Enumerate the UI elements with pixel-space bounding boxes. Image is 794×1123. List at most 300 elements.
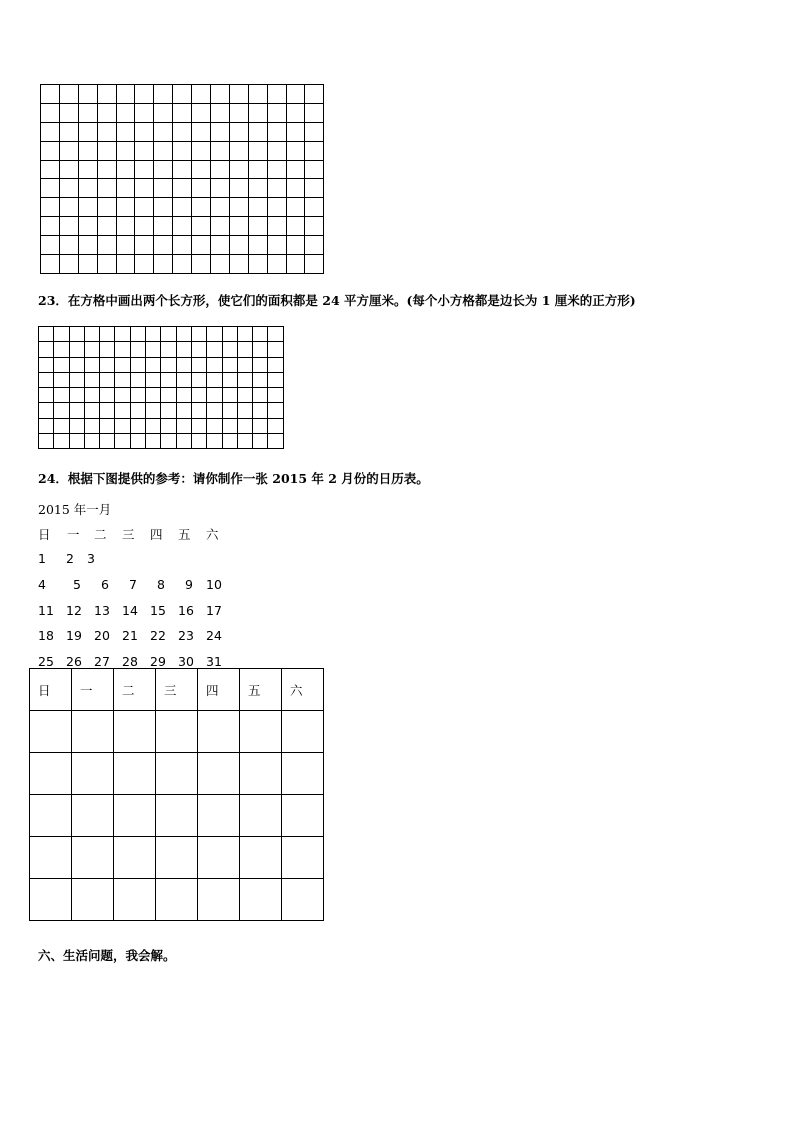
- grid-row: [41, 198, 324, 217]
- grid-cell: [192, 141, 211, 160]
- calendar-blank-cell: [282, 879, 324, 921]
- grid-cell: [115, 418, 130, 433]
- calendar-blank-cell: [282, 837, 324, 879]
- weekday-label: 三: [122, 527, 135, 542]
- grid-cell: [84, 418, 99, 433]
- calendar-header-cell: 六: [282, 669, 324, 711]
- grid-cell: [154, 236, 173, 255]
- grid-row: [41, 236, 324, 255]
- day-number: 9: [185, 577, 193, 592]
- calendar-blank-cell: [30, 879, 72, 921]
- grid-cell: [97, 103, 116, 122]
- day-number: 19: [66, 628, 82, 643]
- grid-cell: [39, 434, 54, 449]
- grid-cell: [146, 327, 161, 342]
- grid-cell: [237, 418, 252, 433]
- grid-cell: [229, 85, 248, 104]
- grid-cell: [211, 160, 230, 179]
- grid-cell: [253, 418, 268, 433]
- grid-cell: [78, 179, 97, 198]
- grid-cell: [54, 372, 69, 387]
- grid-cell: [135, 236, 154, 255]
- calendar-blank-cell: [240, 879, 282, 921]
- grid-cell: [192, 198, 211, 217]
- grid-cell: [229, 160, 248, 179]
- grid-cell: [146, 403, 161, 418]
- grid-row: [30, 837, 324, 879]
- grid-cell: [229, 198, 248, 217]
- grid-cell: [69, 342, 84, 357]
- grid-cell: [154, 217, 173, 236]
- day-number: 10: [206, 577, 222, 592]
- day-number: 16: [178, 603, 194, 618]
- grid-cell: [41, 122, 60, 141]
- grid-cell: [97, 236, 116, 255]
- grid-cell: [41, 103, 60, 122]
- calendar-header-cell: 五: [240, 669, 282, 711]
- grid-row: [41, 103, 324, 122]
- grid-row: [30, 879, 324, 921]
- grid-cell: [161, 342, 176, 357]
- grid-cell: [286, 198, 305, 217]
- grid-cell: [222, 327, 237, 342]
- grid-cell: [84, 372, 99, 387]
- weekday-label: 五: [178, 527, 191, 542]
- calendar-blank-cell: [114, 711, 156, 753]
- day-number: 5: [73, 577, 81, 592]
- day-number: 28: [122, 654, 138, 669]
- grid-cell: [116, 198, 135, 217]
- calendar-blank-cell: [156, 753, 198, 795]
- grid-cell: [229, 217, 248, 236]
- grid-row: [41, 122, 324, 141]
- grid-cell: [146, 372, 161, 387]
- grid-row: [39, 372, 284, 387]
- grid-cell: [207, 372, 222, 387]
- grid-cell: [161, 372, 176, 387]
- grid-cell: [211, 103, 230, 122]
- calendar-blank-cell: [282, 795, 324, 837]
- grid-cell: [41, 217, 60, 236]
- grid-row: [39, 418, 284, 433]
- grid-cell: [135, 217, 154, 236]
- grid-cell: [268, 403, 283, 418]
- grid-cell: [116, 217, 135, 236]
- grid-cell: [41, 236, 60, 255]
- grid-cell: [78, 160, 97, 179]
- grid-cell: [211, 217, 230, 236]
- grid-cell: [267, 179, 286, 198]
- day-number: 11: [38, 603, 54, 618]
- grid-cell: [222, 388, 237, 403]
- grid-cell: [268, 342, 283, 357]
- grid-cell: [69, 403, 84, 418]
- grid-cell: [41, 141, 60, 160]
- grid-cell: [176, 372, 191, 387]
- grid-cell: [41, 179, 60, 198]
- calendar-header-cell: 四: [198, 669, 240, 711]
- calendar-blank-cell: [156, 795, 198, 837]
- grid-cell: [173, 122, 192, 141]
- grid-cell: [97, 122, 116, 141]
- grid-cell: [173, 103, 192, 122]
- grid-cell: [253, 342, 268, 357]
- day-number: 15: [150, 603, 166, 618]
- calendar-blank-cell: [114, 879, 156, 921]
- grid-cell: [286, 122, 305, 141]
- grid-cell: [237, 388, 252, 403]
- grid-cell: [59, 255, 78, 274]
- grid-cell: [211, 122, 230, 141]
- grid-cell: [286, 255, 305, 274]
- grid-cell: [191, 403, 206, 418]
- grid-cell: [286, 141, 305, 160]
- grid-cell: [116, 85, 135, 104]
- calendar-blank-cell: [240, 837, 282, 879]
- grid-cell: [207, 388, 222, 403]
- grid-cell: [237, 434, 252, 449]
- grid-cell: [39, 357, 54, 372]
- grid-cell: [116, 103, 135, 122]
- grid-cell: [222, 372, 237, 387]
- grid-cell: [59, 103, 78, 122]
- grid-cell: [130, 403, 145, 418]
- grid-cell: [135, 255, 154, 274]
- calendar-blank-cell: [72, 753, 114, 795]
- grid-cell: [267, 255, 286, 274]
- grid-cell: [130, 372, 145, 387]
- calendar-blank-cell: [198, 879, 240, 921]
- grid-cell: [41, 198, 60, 217]
- grid-row: [41, 217, 324, 236]
- grid-cell: [191, 342, 206, 357]
- grid-cell: [248, 103, 267, 122]
- grid-cell: [97, 217, 116, 236]
- grid-cell: [161, 357, 176, 372]
- grid-cell: [191, 418, 206, 433]
- grid-cell: [135, 160, 154, 179]
- grid-row: [41, 179, 324, 198]
- grid-cell: [173, 198, 192, 217]
- grid-cell: [211, 141, 230, 160]
- grid-cell: [54, 357, 69, 372]
- grid-cell: [207, 357, 222, 372]
- grid-cell: [237, 372, 252, 387]
- grid-cell: [130, 418, 145, 433]
- grid-cell: [78, 236, 97, 255]
- day-number: 12: [66, 603, 82, 618]
- calendar-blank-cell: [30, 711, 72, 753]
- grid-cell: [69, 372, 84, 387]
- grid-cell: [173, 160, 192, 179]
- grid-cell: [253, 388, 268, 403]
- grid-cell: [192, 160, 211, 179]
- day-number: 14: [122, 603, 138, 618]
- grid-cell: [229, 236, 248, 255]
- calendar-blank-cell: [30, 837, 72, 879]
- grid-row: [41, 141, 324, 160]
- grid-cell: [173, 179, 192, 198]
- grid-cell: [115, 388, 130, 403]
- grid-cell: [248, 179, 267, 198]
- day-number: 13: [94, 603, 110, 618]
- day-number: 2: [66, 551, 74, 566]
- grid-cell: [207, 403, 222, 418]
- grid-row: [41, 255, 324, 274]
- question-24-text: 24．根据下图提供的参考：请你制作一张 2015 年 2 月份的日历表。: [38, 471, 429, 486]
- grid-cell: [78, 122, 97, 141]
- weekday-label: 二: [94, 527, 107, 542]
- grid-cell: [54, 388, 69, 403]
- calendar-blank-cell: [282, 711, 324, 753]
- day-number: 23: [178, 628, 194, 643]
- grid-cell: [135, 198, 154, 217]
- drawing-grid-top: [40, 84, 324, 274]
- grid-cell: [59, 141, 78, 160]
- grid-cell: [305, 198, 324, 217]
- grid-cell: [286, 217, 305, 236]
- drawing-grid-q23: [38, 326, 284, 449]
- day-number: 3: [87, 551, 95, 566]
- grid-cell: [41, 85, 60, 104]
- calendar-blank-cell: [114, 753, 156, 795]
- grid-cell: [115, 403, 130, 418]
- grid-cell: [78, 103, 97, 122]
- grid-cell: [191, 357, 206, 372]
- grid-cell: [69, 327, 84, 342]
- grid-cell: [100, 403, 115, 418]
- grid-cell: [268, 357, 283, 372]
- grid-row: [41, 85, 324, 104]
- grid-cell: [191, 372, 206, 387]
- grid-cell: [78, 217, 97, 236]
- grid-cell: [192, 217, 211, 236]
- grid-cell: [305, 255, 324, 274]
- calendar-header-cell: 三: [156, 669, 198, 711]
- grid-cell: [161, 327, 176, 342]
- grid-cell: [97, 85, 116, 104]
- grid-cell: [229, 141, 248, 160]
- grid-cell: [130, 342, 145, 357]
- grid-cell: [97, 255, 116, 274]
- calendar-blank-cell: [156, 879, 198, 921]
- question-23-text: 23．在方格中画出两个长方形，使它们的面积都是 24 平方厘米。(每个小方格都是边长为 1 厘米的正方形): [38, 293, 636, 308]
- grid-cell: [100, 418, 115, 433]
- grid-cell: [268, 372, 283, 387]
- grid-cell: [211, 236, 230, 255]
- grid-cell: [211, 85, 230, 104]
- day-number: 8: [157, 577, 165, 592]
- grid-cell: [78, 141, 97, 160]
- grid-cell: [237, 357, 252, 372]
- grid-cell: [192, 255, 211, 274]
- grid-cell: [267, 236, 286, 255]
- grid-cell: [78, 255, 97, 274]
- calendar-blank-cell: [282, 753, 324, 795]
- grid-cell: [100, 357, 115, 372]
- grid-cell: [59, 122, 78, 141]
- grid-cell: [115, 342, 130, 357]
- day-number: 6: [101, 577, 109, 592]
- grid-cell: [211, 255, 230, 274]
- grid-cell: [248, 255, 267, 274]
- grid-cell: [248, 122, 267, 141]
- grid-cell: [173, 85, 192, 104]
- grid-row: [41, 160, 324, 179]
- day-number: 4: [38, 577, 46, 592]
- grid-cell: [84, 403, 99, 418]
- grid-cell: [173, 255, 192, 274]
- grid-cell: [135, 103, 154, 122]
- grid-cell: [84, 342, 99, 357]
- grid-cell: [161, 388, 176, 403]
- grid-cell: [39, 388, 54, 403]
- grid-cell: [286, 179, 305, 198]
- grid-cell: [97, 160, 116, 179]
- grid-cell: [39, 372, 54, 387]
- day-number: 1: [38, 551, 46, 566]
- grid-cell: [69, 388, 84, 403]
- grid-cell: [191, 434, 206, 449]
- grid-cell: [78, 85, 97, 104]
- grid-cell: [229, 122, 248, 141]
- grid-cell: [54, 342, 69, 357]
- grid-cell: [207, 418, 222, 433]
- grid-cell: [135, 179, 154, 198]
- grid-cell: [154, 198, 173, 217]
- calendar-blank-cell: [198, 711, 240, 753]
- grid-cell: [116, 122, 135, 141]
- grid-cell: [207, 327, 222, 342]
- grid-cell: [130, 327, 145, 342]
- grid-cell: [146, 434, 161, 449]
- grid-cell: [237, 342, 252, 357]
- calendar-blank-cell: [240, 711, 282, 753]
- day-number: 27: [94, 654, 110, 669]
- grid-cell: [267, 198, 286, 217]
- grid-cell: [115, 434, 130, 449]
- grid-cell: [59, 217, 78, 236]
- day-number: 22: [150, 628, 166, 643]
- grid-cell: [253, 357, 268, 372]
- grid-cell: [176, 418, 191, 433]
- grid-cell: [268, 327, 283, 342]
- grid-cell: [116, 160, 135, 179]
- grid-cell: [173, 217, 192, 236]
- grid-cell: [97, 179, 116, 198]
- calendar-blank-cell: [198, 753, 240, 795]
- grid-cell: [41, 255, 60, 274]
- grid-row: [30, 753, 324, 795]
- grid-cell: [115, 357, 130, 372]
- grid-cell: [222, 418, 237, 433]
- grid-cell: [78, 198, 97, 217]
- blank-calendar-table: [29, 668, 324, 921]
- grid-cell: [191, 327, 206, 342]
- calendar-blank-cell: [72, 879, 114, 921]
- grid-cell: [39, 418, 54, 433]
- day-number: 17: [206, 603, 222, 618]
- grid-cell: [211, 198, 230, 217]
- grid-cell: [100, 372, 115, 387]
- grid-cell: [192, 122, 211, 141]
- grid-cell: [248, 198, 267, 217]
- grid-cell: [115, 372, 130, 387]
- grid-cell: [154, 255, 173, 274]
- grid-cell: [248, 160, 267, 179]
- grid-cell: [176, 342, 191, 357]
- grid-cell: [69, 418, 84, 433]
- day-number: 29: [150, 654, 166, 669]
- grid-cell: [267, 85, 286, 104]
- grid-cell: [237, 403, 252, 418]
- grid-cell: [130, 388, 145, 403]
- grid-cell: [130, 357, 145, 372]
- calendar-blank-cell: [198, 795, 240, 837]
- grid-cell: [286, 236, 305, 255]
- grid-cell: [100, 434, 115, 449]
- grid-cell: [116, 179, 135, 198]
- grid-cell: [116, 236, 135, 255]
- calendar-blank-cell: [240, 753, 282, 795]
- grid-cell: [305, 179, 324, 198]
- grid-cell: [54, 418, 69, 433]
- calendar-blank-cell: [72, 711, 114, 753]
- grid-cell: [253, 327, 268, 342]
- weekday-label: 四: [150, 527, 163, 542]
- grid-cell: [59, 198, 78, 217]
- calendar-blank-cell: [114, 795, 156, 837]
- day-number: 31: [206, 654, 222, 669]
- grid-cell: [222, 357, 237, 372]
- grid-cell: [146, 388, 161, 403]
- grid-cell: [211, 179, 230, 198]
- calendar-blank-cell: [156, 837, 198, 879]
- grid-cell: [135, 85, 154, 104]
- section-6-title: 六、生活问题，我会解。: [38, 948, 176, 963]
- grid-cell: [100, 342, 115, 357]
- calendar-blank-cell: [114, 837, 156, 879]
- grid-row: [39, 342, 284, 357]
- grid-cell: [286, 103, 305, 122]
- grid-cell: [176, 388, 191, 403]
- grid-cell: [100, 327, 115, 342]
- grid-row: [30, 711, 324, 753]
- grid-cell: [116, 255, 135, 274]
- grid-cell: [192, 85, 211, 104]
- grid-row: [30, 795, 324, 837]
- grid-cell: [248, 85, 267, 104]
- day-number: 26: [66, 654, 82, 669]
- grid-cell: [286, 160, 305, 179]
- grid-cell: [100, 388, 115, 403]
- calendar-header-cell: 日: [30, 669, 72, 711]
- grid-cell: [286, 85, 305, 104]
- grid-cell: [192, 179, 211, 198]
- grid-cell: [69, 357, 84, 372]
- grid-cell: [237, 327, 252, 342]
- grid-cell: [154, 85, 173, 104]
- grid-cell: [130, 434, 145, 449]
- grid-cell: [146, 357, 161, 372]
- grid-cell: [161, 403, 176, 418]
- grid-cell: [69, 434, 84, 449]
- grid-row: [39, 357, 284, 372]
- grid-cell: [173, 236, 192, 255]
- weekday-label: 日: [38, 527, 51, 542]
- grid-cell: [305, 236, 324, 255]
- grid-cell: [267, 103, 286, 122]
